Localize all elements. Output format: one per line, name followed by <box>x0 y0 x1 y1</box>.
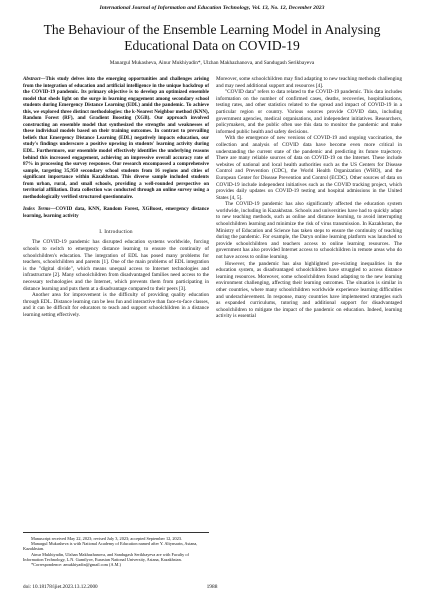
running-head: International Journal of Information and Education Technology, Vol. 13, No. 12, December 2023 <box>99 5 325 11</box>
index-terms-text: —COVID data, KNN, Random Forest, XGBoost, emergency distance learning, learning activity <box>23 206 209 219</box>
doi-line: doi: 10.18178/ijiet.2023.13.12.2000 <box>23 584 98 590</box>
left-column <box>23 76 209 319</box>
abstract <box>23 76 209 200</box>
intro-paragraph: Another area for improvement is the difficulty of providing quality education through EDL. Distance learning can be less fun and interactive than face-to-face classes, and it can be difficult for educators to teach and support schoolchildren in a distance learning setting effectively. <box>23 292 210 319</box>
body-paragraph: However, the pandemic has also highlighted pre-existing inequalities in the education system, as disadvantaged schoolchildren have struggled to access distance learning resources. Moreover, some schoolchildren found adapting to the new learning environment challenging, affecting their learning outcomes. The situation is similar in other countries, where many schoolchildren worldwide experience learning difficulties and underachievement. In response, many countries have implemented strategies such as expanded curriculums, tutoring and additional support for disadvantaged schoolchildren to mitigate the impact of the pandemic on education. Indeed, learning activity is essential <box>216 260 402 320</box>
body-paragraph: "COVID data" refers to data related to the COVID-19 pandemic. This data includes information on the number of confirmed cases, deaths, recoveries, hospitalisations, testing rates, and other statistics related to the spread and impact of COVID-19 in a particular region or country. Various sources provide COVID data, including government agencies, medical organisations, and independent initiatives. Researchers, policymakers, and the public often use this data to monitor the pandemic and make informed public health and safety decisions. <box>216 89 402 135</box>
footnotes <box>23 532 209 567</box>
footnote: Ainur Mukhiyadin, Ulzhan Makhazhanova, and Sandugash Serikbayeva are with Faculty of Information Technology, L.N. Gumilyov, Eurasian National University, Astana, Kazakhstan. <box>23 551 189 562</box>
author-list: Manargul Mukasheva, Ainur Mukhiyadin*, Ulzhan Makhazhanova, and Sandugash Serikbayeva <box>109 60 315 66</box>
footnote: Manuscript received May 22, 2023; revised July 3, 2023; accepted September 12, 2023. <box>31 536 183 541</box>
section-heading-introduction: I. Introduction <box>99 229 133 236</box>
paper-title: The Behaviour of the Ensemble Learning Model in Analysing Educational Data on COVID-19 <box>43 22 381 53</box>
right-column <box>216 76 402 320</box>
intro-paragraph: The COVID-19 pandemic has disrupted education systems worldwide, forcing schools to switch to emergency distance learning to ensure the continuity of schoolchildren's education. The integration of EDL has posed many problems for teachers, schoolchildren and parents [1]. One of the main problems of EDL integration is the "digital divide", which means unequal access to Internet technologies and infrastructure [2]. Many schoolchildren from disadvantaged families need access to the necessary technologies and the Internet, which prevents them from participating in distance learning and puts them at a disadvantage compared to their peers [3]. <box>23 239 209 292</box>
body-paragraph: The COVID-19 pandemic has also significantly affected the education system worldwide, including in Kazakhstan. Schools and universities have had to quickly adapt to new teaching methods, such as online and distance learning, to avoid interrupting schoolchildren learning and minimize the risk of virus transmission. In Kazakhstan, the Ministry of Education and Science has taken steps to ensure the continuity of teaching during the pandemic. For example, the Daryn online learning platform was launched to provide schoolchildren and teachers access to online learning resources. The government has also provided Internet access to schoolchildren in remote areas who do not have access to online learning. <box>216 201 402 261</box>
page-number: 1988 <box>206 584 218 590</box>
abstract-label: Abstract <box>23 76 41 82</box>
abstract-text: —This study delves into the emerging opportunities and challenges arising from the integration of education and artificial intelligence in the unique backdrop of the COVID-19 pandemic. Its primary objective is to develop an optimized ensemble model that sheds light on the surge in learning engagement among secondary school students during Emergency Distance Learning (EDL) amid the pandemic. To achieve this, we explored three distinct methodologies: the k-Nearest Neighbor method (KNN), Random Forest (RF), and Gradient Boosting (XGB). Our approach involved constructing an ensemble model that synthesized the strengths and weaknesses of these individual models based on their training outcomes. In contrast to prevailing beliefs that Emergency Distance Learning (EDL) negatively impacts education, our study's findings underscore a positive upswing in students' learning activity during EDL. Furthermore, our ensemble model effectively identifies the underlying reasons behind this increased engagement, achieving an impressive overall accuracy rate of 87% in processing the survey responses. Our research encompassed a comprehensive sample, targeting 35,950 secondary school students from 16 regions and cities of significant importance within Kazakhstan. This diverse sample included students from urban, rural, and small schools, providing a well-rounded perspective on territorial affiliation. Data collection was conducted through an online survey using a methodologically verified structured questionnaire. <box>23 76 209 200</box>
body-paragraph: Moreover, some schoolchildren may find adapting to new teaching methods challenging and may need additional support and resources [4]. <box>216 76 402 89</box>
footnote: Manargul Mukasheva is with National Academy of Education named after Y. Altynsarin, Astana, Kazakhstan. <box>23 541 198 552</box>
body-paragraph: With the emergence of new versions of COVID-19 and ongoing vaccination, the collection and analysis of COVID data have become even more critical in understanding the current state of the pandemic and predicting its future trajectory. There are many reliable sources of data on COVID-19 on the Internet. These include websites of national and local health authorities such as the US Centers for Disease Control and Prevention (CDC), the World Health Organization (WHO), and the European Center for Disease Prevention and Control (ECDC). Other sources of data on COVID-19 include independent initiatives such as the COVID tracking project, which provides daily updates on COVID-19 testing and hospital admissions in the United States [4, 5]. <box>216 135 402 201</box>
index-terms <box>23 206 209 219</box>
index-terms-label: Index Terms <box>23 206 51 213</box>
footnote: *Correspondence: amukhiyadin@gmail.com (A.M.) <box>31 562 121 568</box>
